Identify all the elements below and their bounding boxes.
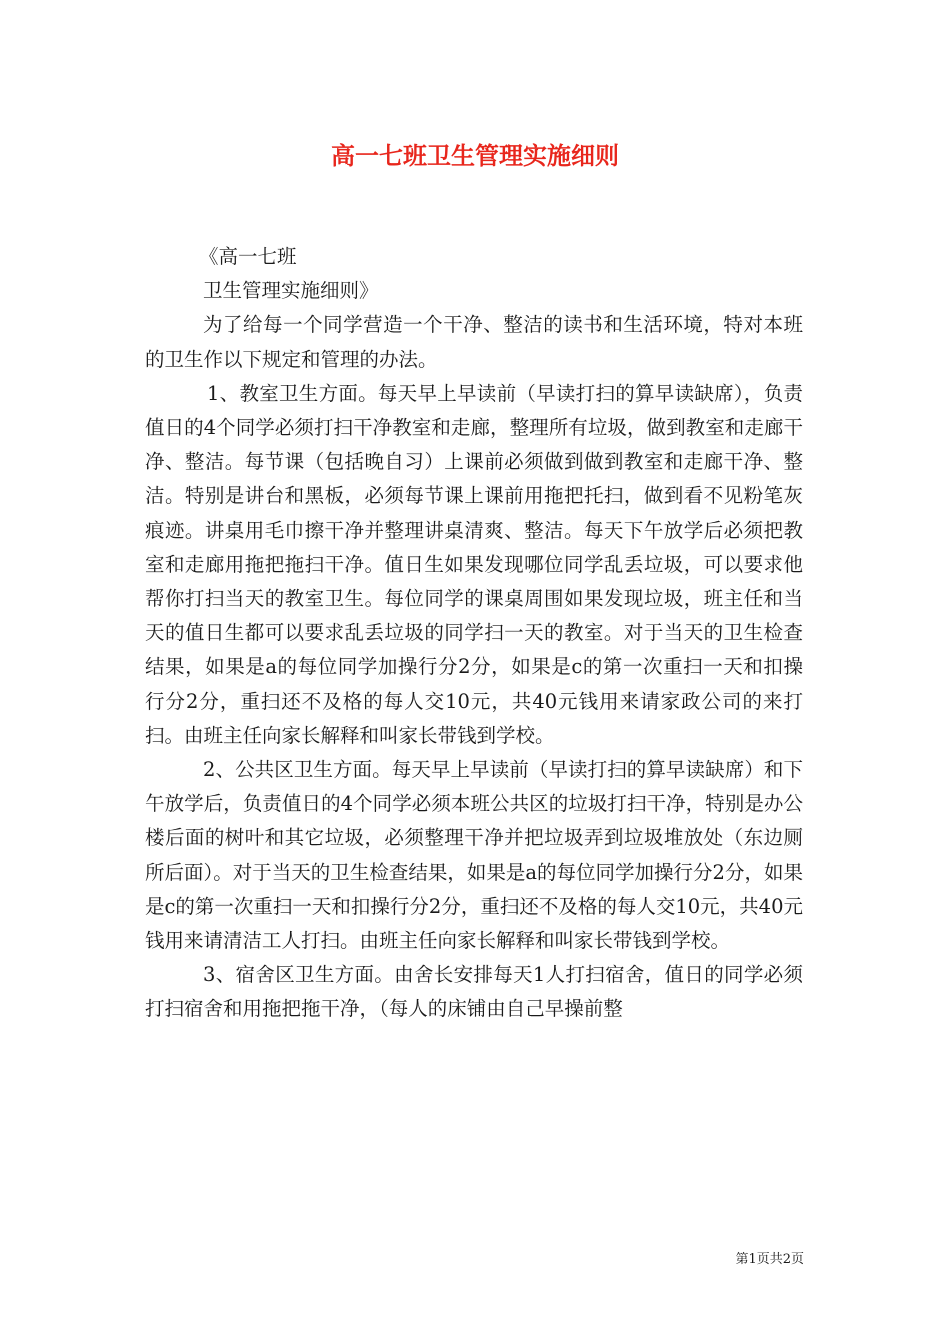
heading-line-1: 《高一七班 (199, 245, 297, 268)
paragraph-classroom: 1、教室卫生方面。每天早上早读前（早读打扫的算早读缺席），负责值日的4个同学必须打扫干净教室和走廊，整理所有垃圾，做到教室和走廊干净、整洁。每节课（包括晚自习）上课前必须做到做到教室和走廊干净、整洁。特别是讲台和黑板，必须每节课上课前用拖把托扫，做到看不见粉笔灰痕迹。讲桌用毛巾擦干净并整理讲桌清爽、整洁。每天下午放学后必须把教室和走廊用拖把拖扫干净。值日生如果发现哪位同学乱丢垃圾，可以要求他帮你打扫当天的教室卫生。每位同学的课桌周围如果发现垃圾，班主任和当天的值日生都可以要求乱丢垃圾的同学扫一天的教室。对于当天的卫生检查结果，如果是a的每位同学加操行分2分，如果是c的第一次重扫一天和扣操行分2分，重扫还不及格的每人交10元，共40元钱用来请家政公司的来打扫。由班主任向家长解释和叫家长带钱到学校。 (145, 381, 803, 747)
paragraph-public-area: 2、公共区卫生方面。每天早上早读前（早读打扫的算早读缺席）和下午放学后，负责值日的4个同学必须本班公共区的垃圾打扫干净，特别是办公楼后面的树叶和其它垃圾，必须整理干净并把垃圾弄到垃圾堆放处（东边厕所后面）。对于当天的卫生检查结果，如果是a的每位同学加操行分2分，如果是c的第一次重扫一天和扣操行分2分，重扫还不及格的每人交10元，共40元钱用来请清洁工人打扫。由班主任向家长解释和叫家长带钱到学校。 (145, 758, 803, 953)
intro-paragraph: 为了给每一个同学营造一个干净、整洁的读书和生活环境，特对本班的卫生作以下规定和管理的办法。 (145, 313, 803, 371)
document-title: 高一七班卫生管理实施细则 (331, 141, 619, 170)
page-indicator: 第1页共2页 (735, 1252, 804, 1267)
document-body (145, 240, 803, 1027)
paragraph-dormitory: 3、宿舍区卫生方面。由舍长安排每天1人打扫宿舍，值日的同学必须打扫宿舍和用拖把拖干净，（每人的床铺由自己早操前整 (145, 963, 803, 1021)
heading-line-2: 卫生管理实施细则》 (203, 279, 379, 303)
